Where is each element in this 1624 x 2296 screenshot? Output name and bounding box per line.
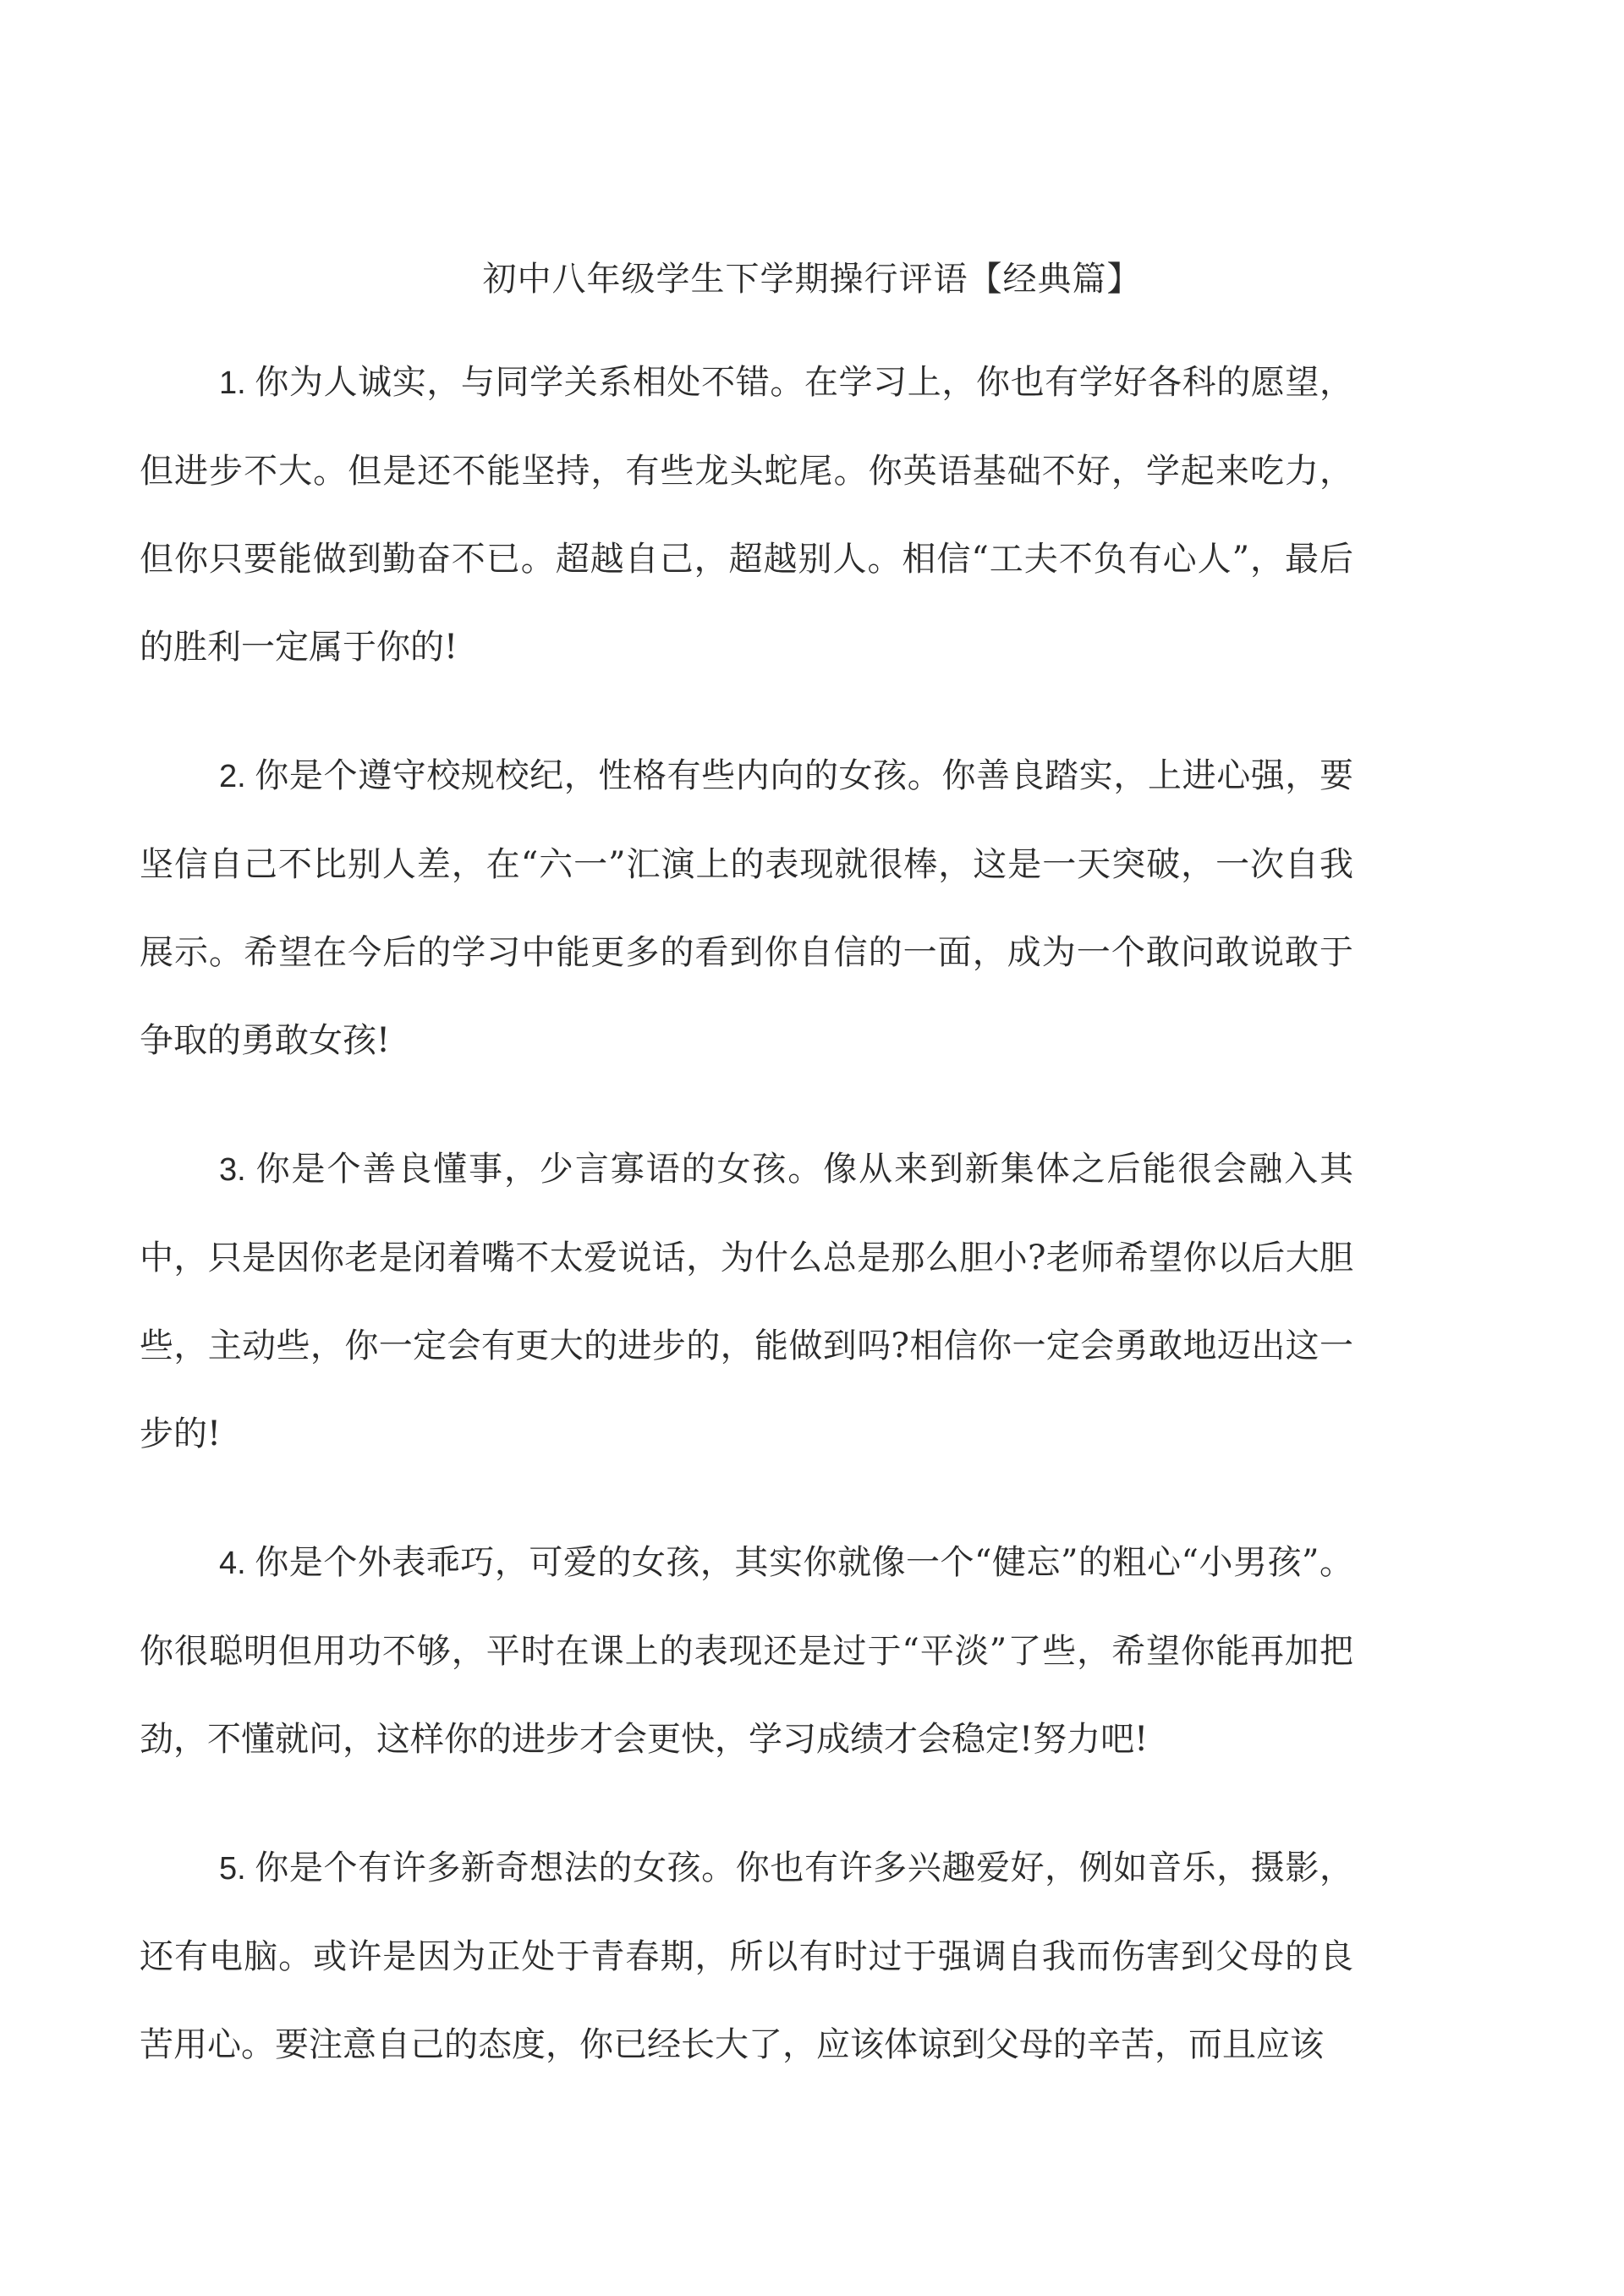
paragraph-text: 你是个有许多新奇想法的女孩。你也有许多兴趣爱好，例如音乐，摄影，还有电脑。或许是因为正处于青春期，所以有时过于强调自我而伤害到父母的良苦用心。要注意自己的态度，你已经长大了，应该体谅到父母的辛苦，而且应该 [140,1848,1353,2064]
paragraph-number: 3. [219,1152,246,1188]
paragraph-number: 5. [219,1851,246,1887]
paragraph-number: 4. [219,1546,246,1581]
paragraph-number: 2. [219,759,246,794]
document-body [140,338,1353,2129]
paragraph-text: 你是个善良懂事，少言寡语的女孩。像从来到新集体之后能很会融入其中，只是因你老是闭着嘴不太爱说话，为什么总是那么胆小?老师希望你以后大胆些，主动些，你一定会有更大的进步的，能做到吗?相信你一定会勇敢地迈出这一步的! [140,1150,1353,1453]
comment-paragraph-1 [140,338,1353,691]
comment-paragraph-3 [140,1125,1353,1478]
comment-paragraph-4 [140,1519,1353,1783]
paragraph-text: 你是个遵守校规校纪，性格有些内向的女孩。你善良踏实，上进心强，要坚信自己不比别人差，在“六一”汇演上的表现就很棒，这是一天突破，一次自我展示。希望在今后的学习中能更多的看到你自信的一面，成为一个敢问敢说敢于争取的勇敢女孩! [140,756,1353,1060]
comment-paragraph-5 [140,1824,1353,2089]
comment-paragraph-2 [140,732,1353,1085]
paragraph-text: 你是个外表乖巧，可爱的女孩，其实你就像一个“健忘”的粗心“小男孩”。你很聪明但用功不够，平时在课上的表现还是过于“平淡”了些，希望你能再加把劲，不懂就问，这样你的进步才会更快，学习成绩才会稳定!努力吧! [140,1543,1353,1759]
document-title: 初中八年级学生下学期操行评语【经典篇】 [482,260,1142,299]
paragraph-number: 1. [219,365,246,401]
paragraph-text: 你为人诚实，与同学关系相处不错。在学习上，你也有学好各科的愿望，但进步不大。但是还不能坚持，有些龙头蛇尾。你英语基础不好，学起来吃力，但你只要能做到勤奋不已。超越自己，超越别人。相信“工夫不负有心人”，最后的胜利一定属于你的! [140,363,1353,667]
